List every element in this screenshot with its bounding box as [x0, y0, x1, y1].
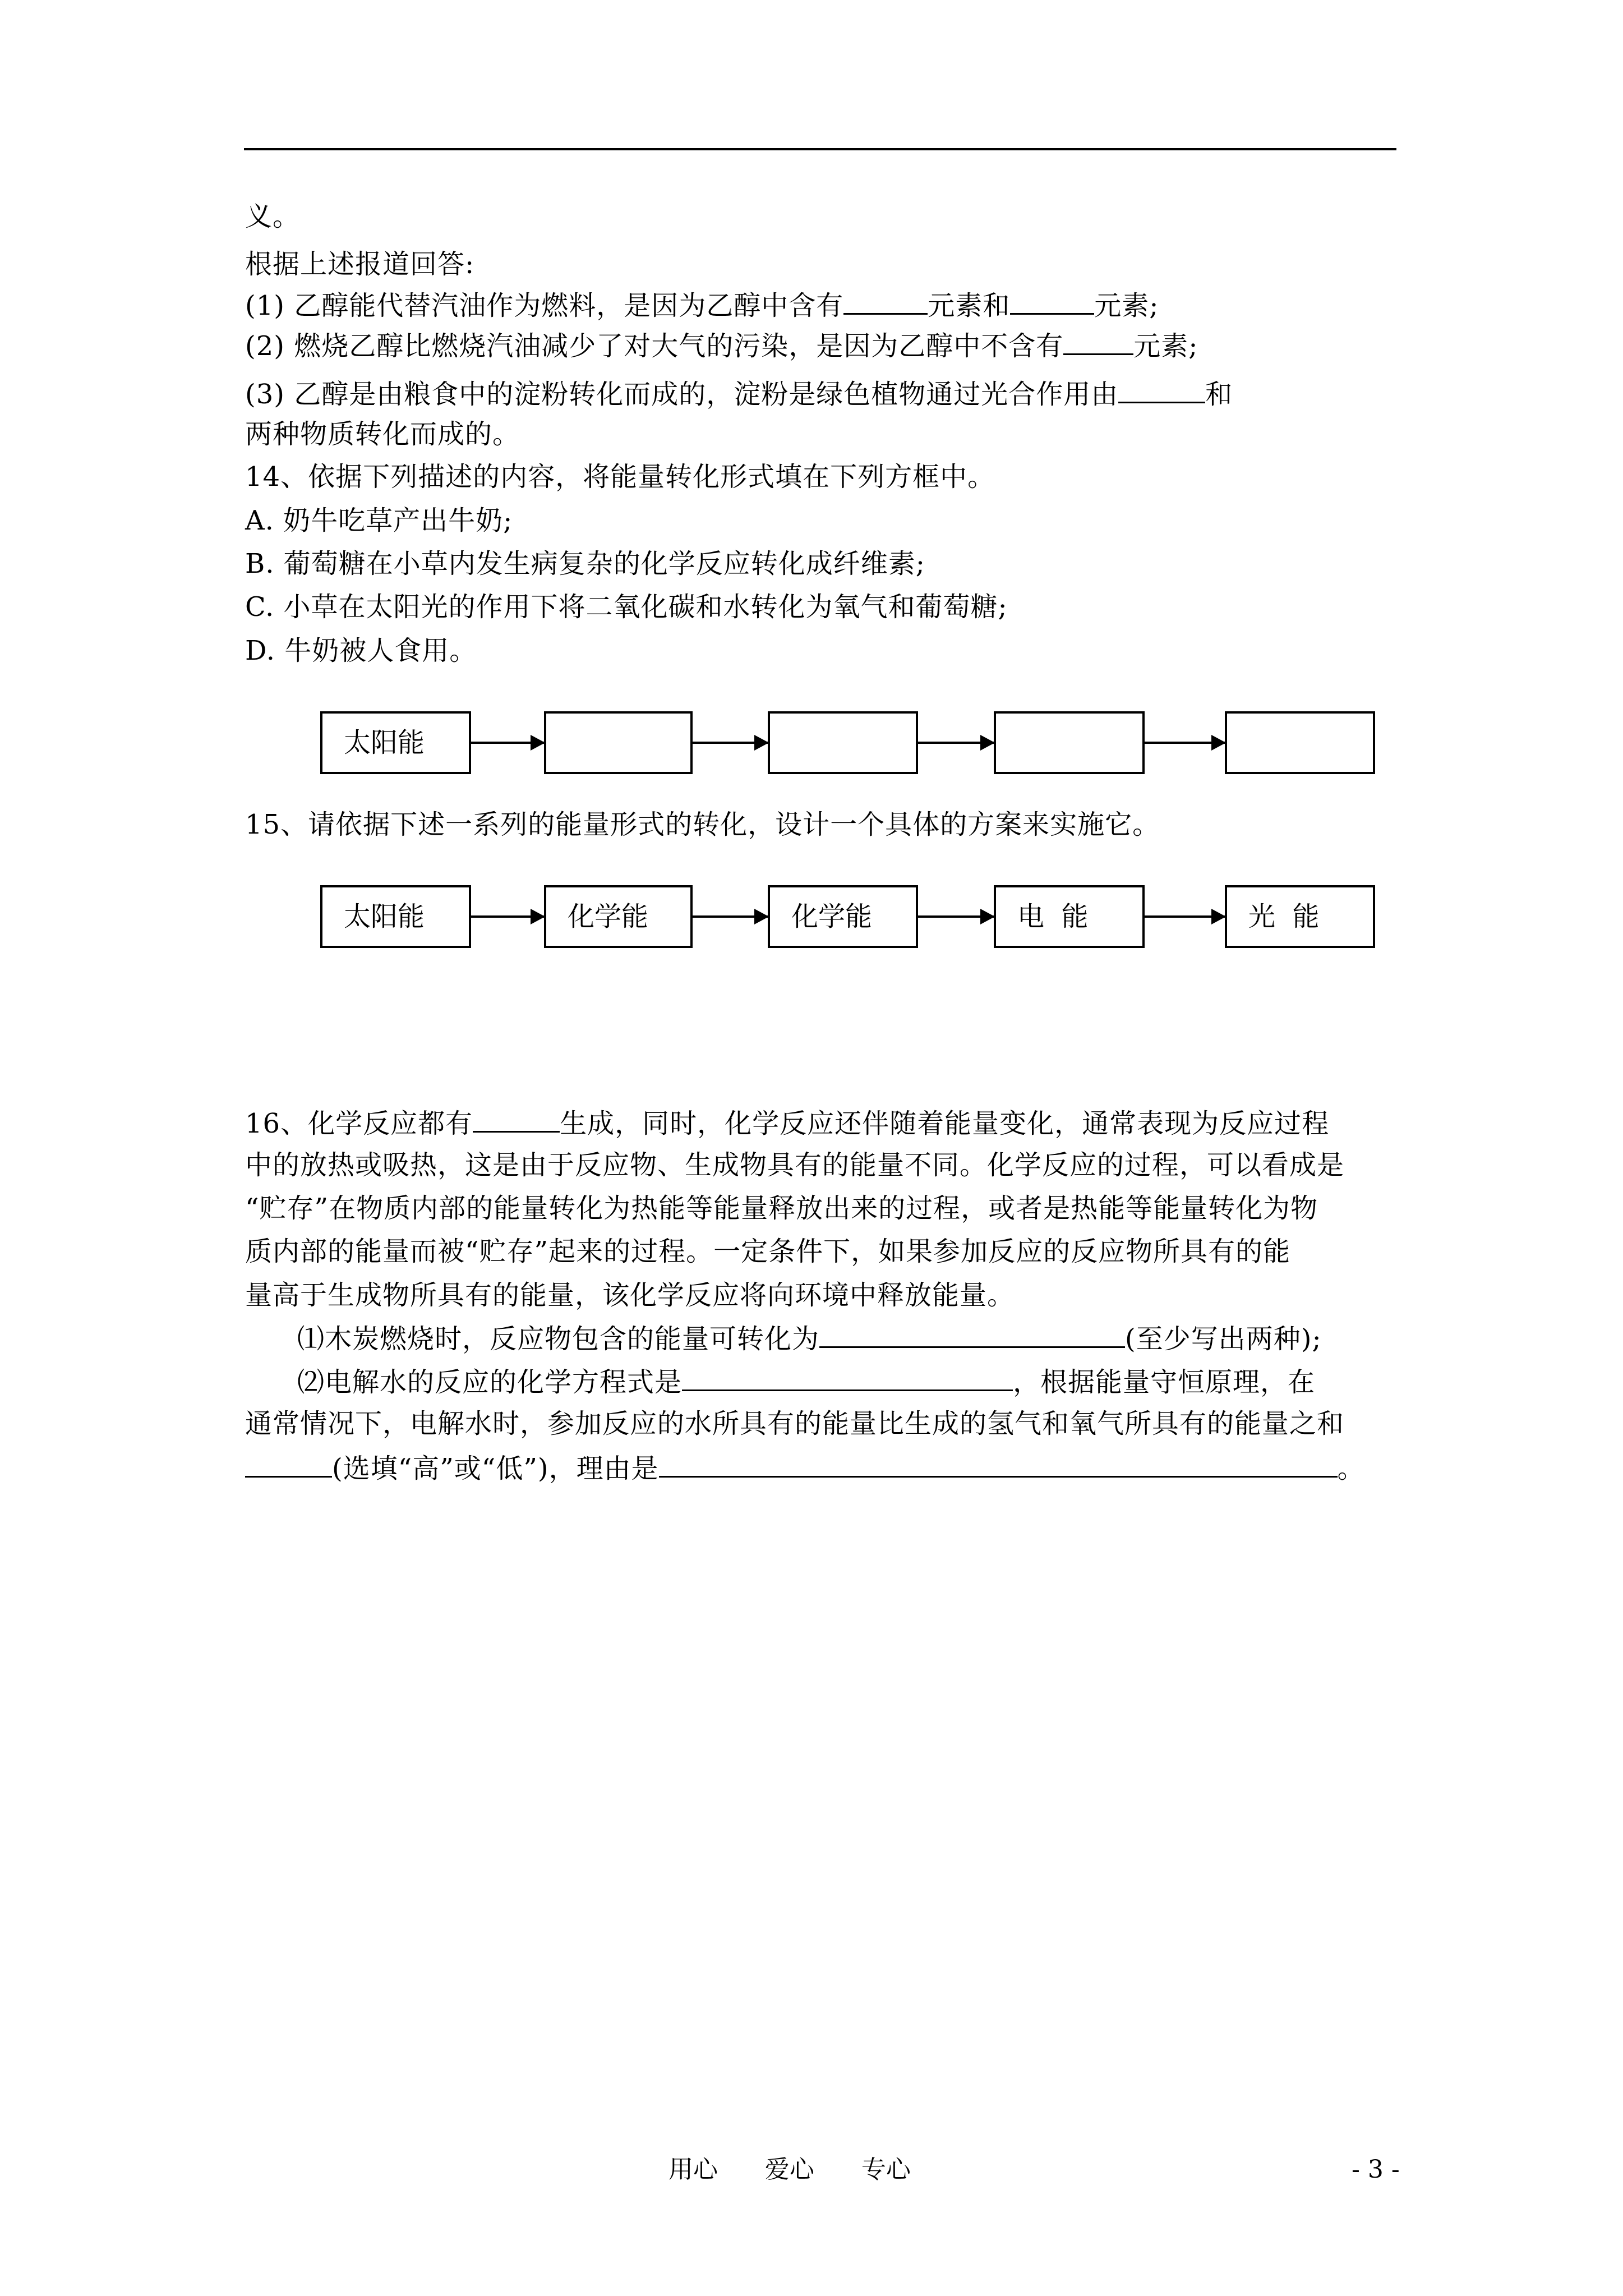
question-14-title: 14、依据下列描述的内容，将能量转化形式填在下列方框中。 [245, 461, 995, 493]
answer-blank[interactable] [1010, 287, 1094, 315]
answer-blank[interactable] [245, 1450, 332, 1478]
flow-box: 化学能 [768, 885, 918, 948]
answer-blank[interactable] [682, 1364, 1013, 1391]
text-line: 中的放热或吸热，这是由于反应物、生成物具有的能量不同。化学反应的过程，可以看成是 [245, 1149, 1345, 1181]
footer-motto: 用心 爱心 专心 [668, 2155, 911, 2184]
arrow-right-icon [1145, 915, 1225, 918]
question-16-2: ⑵电解水的反应的化学方程式是 ，根据能量守恒原理，在 [297, 1364, 1315, 1399]
question-13-1: (1) 乙醇能代替汽油作为燃料，是因为乙醇中含有 元素和 元素; [245, 287, 1159, 323]
text-line: 两种物质转化而成的。 [245, 418, 520, 450]
flow-box-blank[interactable] [768, 711, 918, 774]
option-a: A. 奶牛吃草产出牛奶; [245, 505, 513, 536]
arrow-right-icon [918, 742, 994, 744]
answer-blank[interactable] [1118, 376, 1205, 403]
option-b: B. 葡萄糖在小草内发生病复杂的化学反应转化成纤维素; [245, 548, 925, 579]
arrow-right-icon [693, 915, 768, 918]
option-c: C. 小草在太阳光的作用下将二氧化碳和水转化为氧气和葡萄糖; [245, 591, 1008, 623]
flow-box: 太阳能 [320, 885, 471, 948]
question-15-title: 15、请依据下述一系列的能量形式的转化，设计一个具体的方案来实施它。 [245, 809, 1160, 840]
text-line: 义。 [245, 201, 301, 232]
text-line: 根据上述报道回答: [245, 249, 475, 280]
text-line: 通常情况下，电解水时，参加反应的水所具有的能量比生成的氢气和氧气所具有的能量之和 [245, 1408, 1345, 1439]
flow-box-blank[interactable] [994, 711, 1145, 774]
arrow-right-icon [471, 742, 544, 744]
text-line: 质内部的能量而被“贮存”起来的过程。一定条件下，如果参加反应的反应物所具有的能 [245, 1236, 1291, 1267]
option-d: D. 牛奶被人食用。 [245, 635, 477, 666]
question-13-3: (3) 乙醇是由粮食中的淀粉转化而成的，淀粉是绿色植物通过光合作用由 和 [245, 376, 1233, 411]
answer-blank[interactable] [1063, 328, 1133, 355]
page-number: - 3 - [1352, 2155, 1400, 2184]
answer-blank[interactable] [819, 1320, 1125, 1348]
arrow-right-icon [471, 915, 544, 918]
flow-box-blank[interactable] [544, 711, 693, 774]
question-13-2: (2) 燃烧乙醇比燃烧汽油减少了对大气的污染，是因为乙醇中不含有 元素; [245, 328, 1198, 363]
flow-box: 电 能 [994, 885, 1145, 948]
flow-box: 太阳能 [320, 711, 471, 774]
text-line: “贮存”在物质内部的能量转化为热能等能量释放出来的过程，或者是热能等能量转化为物 [245, 1193, 1318, 1224]
arrow-right-icon [1145, 742, 1225, 744]
arrow-right-icon [918, 915, 994, 918]
question-16-1: ⑴木炭燃烧时，反应物包含的能量可转化为 (至少写出两种); [297, 1320, 1322, 1356]
answer-blank[interactable] [659, 1450, 1338, 1478]
answer-blank[interactable] [843, 287, 928, 315]
answer-blank[interactable] [473, 1105, 560, 1133]
text-line: 量高于生成物所具有的能量，该化学反应将向环境中释放能量。 [245, 1280, 1015, 1311]
flow-box: 光 能 [1225, 885, 1375, 948]
question-16-line: 16、化学反应都有 生成，同时，化学反应还伴随着能量变化，通常表现为反应过程 [245, 1105, 1329, 1140]
flow-box: 化学能 [544, 885, 693, 948]
question-16-2-reason: (选填“高”或“低”)，理由是 。 [245, 1450, 1365, 1485]
flow-box-blank[interactable] [1225, 711, 1375, 774]
arrow-right-icon [693, 742, 768, 744]
header-rule [244, 148, 1396, 150]
